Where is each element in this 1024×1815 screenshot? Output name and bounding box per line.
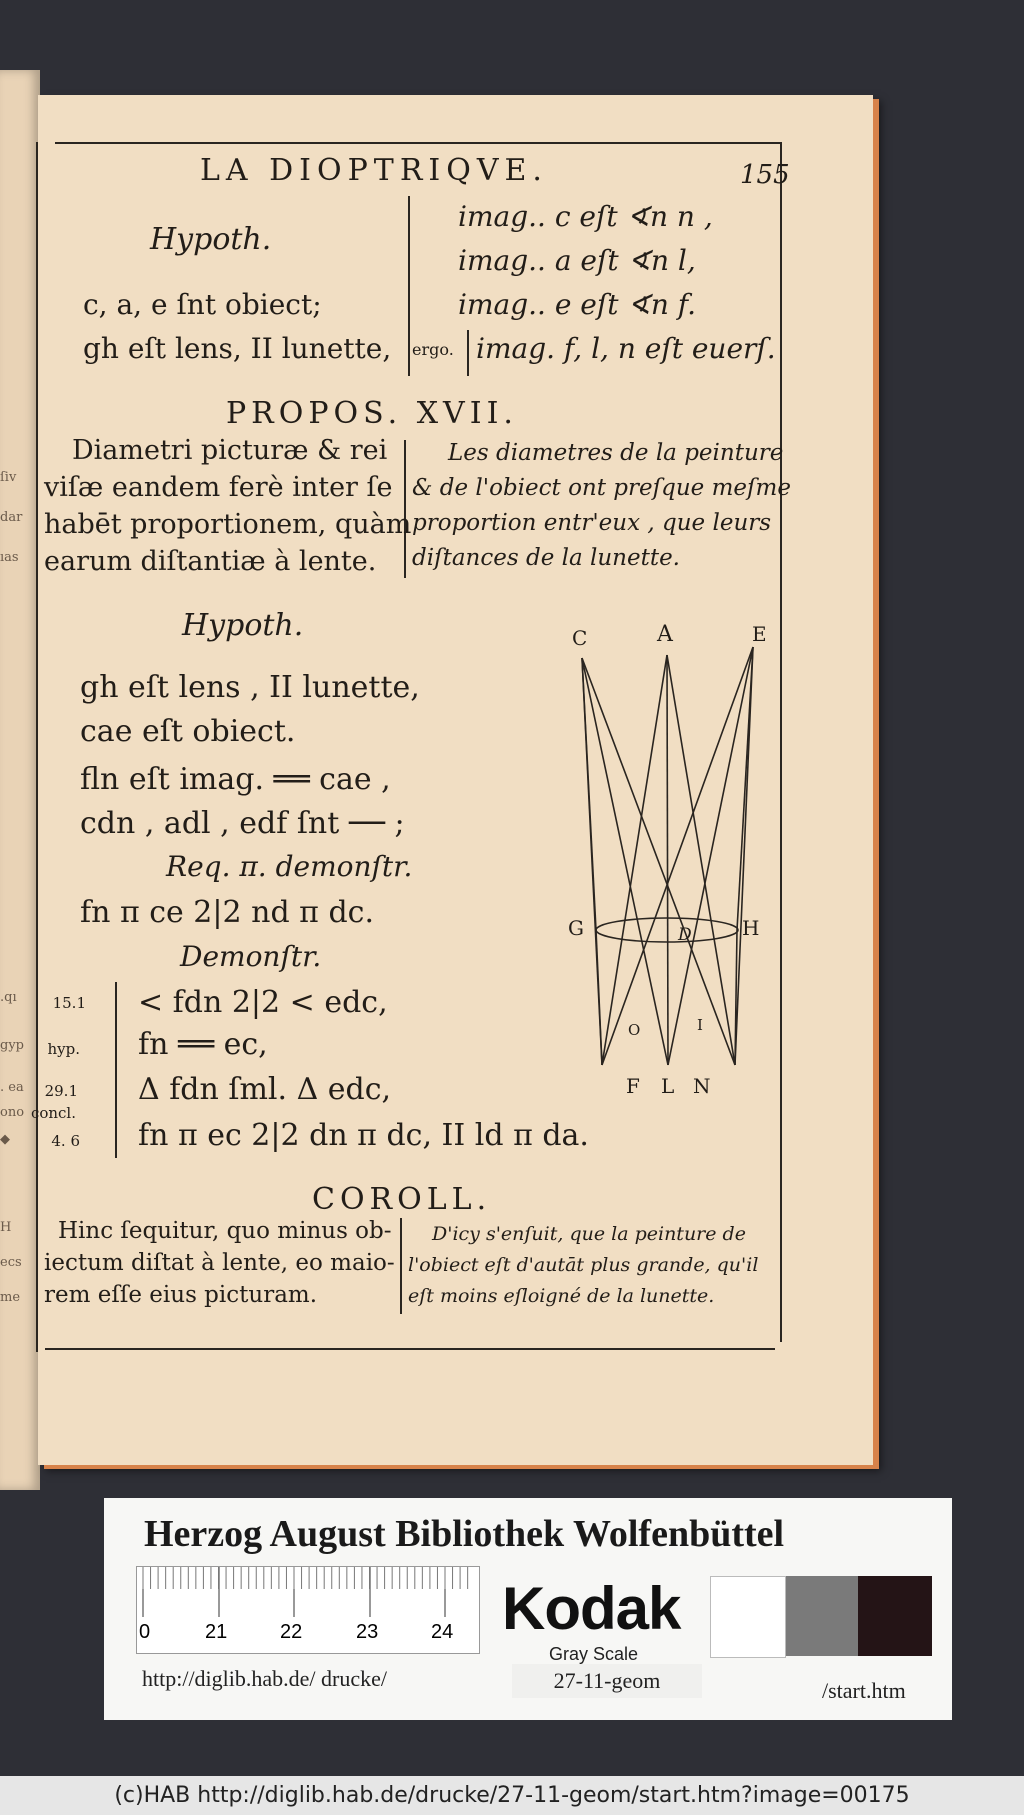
left-margin-text: me bbox=[0, 1290, 21, 1305]
proof-step: fn ══ ec, bbox=[138, 1027, 268, 1062]
french-text-line: proportion entr'eux , que leurs bbox=[412, 510, 772, 536]
left-margin-text: ıas bbox=[0, 550, 19, 565]
french-text-line: l'obiect eſt d'autāt plus grande, qu'il bbox=[408, 1254, 759, 1276]
left-margin-text: . ea bbox=[0, 1080, 24, 1095]
url-base: http://diglib.hab.de/ drucke/ bbox=[142, 1666, 388, 1691]
requirement-label: Req. π. demonſtr. bbox=[166, 850, 413, 883]
running-title: LA DIOPTRIQVE. bbox=[200, 153, 548, 188]
margin-reference: 29.1 bbox=[44, 1082, 78, 1100]
ergo-divider bbox=[467, 330, 469, 376]
column-divider bbox=[400, 1218, 402, 1314]
image-line-2: imag.. a eſt ∢n l, bbox=[458, 244, 696, 277]
figure-label: L bbox=[661, 1074, 675, 1098]
proof-step: < fdn 2|2 < edc, bbox=[138, 985, 388, 1020]
ruler-number: 21 bbox=[205, 1621, 228, 1643]
hypoth-label: Hypoth. bbox=[182, 608, 304, 643]
image-line-1: imag.. c eſt ∢n n , bbox=[458, 200, 713, 233]
page-number: 155 bbox=[740, 160, 790, 190]
library-label-card bbox=[104, 1498, 952, 1720]
demo-hyp-line: gh eſt lens , ⅠⅠ lunette, bbox=[80, 670, 420, 705]
proof-step: Δ fdn ſml. Δ edc, bbox=[138, 1072, 392, 1107]
french-text-line: D'icy s'enſuit, que la peinture de bbox=[432, 1223, 746, 1245]
figure-label: I bbox=[697, 1016, 703, 1034]
latin-text-line: habēt proportionem, quàm bbox=[44, 509, 412, 540]
bottom-rule bbox=[45, 1348, 775, 1350]
left-margin-text: gyp bbox=[0, 1038, 24, 1053]
gray-swatch-mid bbox=[786, 1576, 858, 1656]
url-id: 27-11-geom bbox=[512, 1664, 702, 1698]
latin-text-line: rem eſſe eius picturam. bbox=[44, 1282, 318, 1308]
column-divider bbox=[408, 196, 410, 376]
library-name: Herzog August Bibliothek Wolfenbüttel bbox=[144, 1513, 785, 1555]
top-rule bbox=[55, 142, 780, 144]
latin-text-line: viſæ eandem ferè inter ſe bbox=[44, 472, 393, 503]
latin-text-line: Hinc ſequitur, quo minus ob- bbox=[58, 1218, 392, 1244]
copyright-footer: (c)HAB http://diglib.hab.de/drucke/27-11-geom/start.htm?image=00175 bbox=[0, 1776, 1024, 1815]
kodak-logo: Kodak bbox=[502, 1575, 681, 1642]
french-text-line: diſtances de la lunette. bbox=[412, 545, 680, 571]
figure-label: A bbox=[657, 622, 673, 647]
left-margin-text: ono bbox=[0, 1105, 25, 1120]
margin-reference: concl. bbox=[30, 1104, 76, 1122]
right-rule bbox=[780, 142, 782, 1342]
demo-hyp-line: cdn , adl , edf ſnt ── ; bbox=[80, 806, 405, 841]
left-page-edge bbox=[0, 70, 40, 1490]
demo-hyp-line: fln eſt imag. ══ cae , bbox=[80, 762, 391, 797]
figure-label: F bbox=[626, 1074, 640, 1098]
url-suffix: /start.htm bbox=[822, 1678, 906, 1703]
ruler-number: 22 bbox=[280, 1621, 303, 1643]
requirement-line: fn π ce 2|2 nd π dc. bbox=[80, 895, 374, 930]
ruler-number: 24 bbox=[431, 1621, 454, 1643]
left-margin-text: .qı bbox=[0, 990, 17, 1005]
figure-label: N bbox=[693, 1074, 711, 1098]
ruler-number: 0 bbox=[139, 1621, 151, 1643]
proof-step: fn π ec 2|2 dn π dc, ⅠⅠ ld π da. bbox=[138, 1118, 589, 1153]
figure-label: G bbox=[568, 916, 584, 940]
image-line-3: imag.. e eſt ∢n f. bbox=[458, 288, 697, 321]
margin-reference: 4. 6 bbox=[51, 1132, 80, 1150]
margin-reference: hyp. bbox=[47, 1040, 80, 1058]
ergo-label: ergo. bbox=[412, 340, 454, 359]
proposition-heading: PROPOS. XVII. bbox=[226, 396, 518, 431]
hypoth-line-2: gh eſt lens, ⅠⅠ lunette, bbox=[83, 332, 392, 365]
corollary-heading: COROLL. bbox=[312, 1182, 492, 1217]
image-line-4: imag. f, l, n eſt euerſ. bbox=[476, 332, 776, 365]
left-margin-text: dar bbox=[0, 510, 23, 525]
figure-label: E bbox=[752, 622, 767, 646]
left-margin-text: ◆ bbox=[0, 1132, 10, 1147]
latin-text-line: Diametri picturæ & rei bbox=[72, 435, 388, 466]
figure-label: D bbox=[678, 925, 692, 945]
figure-label: C bbox=[572, 626, 588, 650]
ruler-number: 23 bbox=[356, 1621, 379, 1643]
proof-divider bbox=[115, 982, 117, 1158]
french-text-line: & de l'obiect ont preſque meſme bbox=[412, 475, 791, 501]
latin-text-line: iectum diſtat à lente, eo maio- bbox=[44, 1250, 395, 1276]
french-text-line: Les diametres de la peinture bbox=[448, 440, 784, 466]
demo-hyp-line: cae eſt obiect. bbox=[80, 714, 296, 749]
ruler-ticks bbox=[137, 1567, 479, 1653]
left-margin-text: ecs bbox=[0, 1255, 22, 1270]
scale-ruler bbox=[136, 1566, 480, 1654]
hypoth-line-1: c, a, e ſnt obiect; bbox=[83, 288, 322, 321]
lens-diagram bbox=[560, 615, 780, 1105]
figure-label: H bbox=[742, 916, 760, 940]
hypoth-label: Hypoth. bbox=[150, 222, 272, 257]
left-rule bbox=[36, 142, 38, 1352]
demonstration-label: Demonſtr. bbox=[180, 940, 322, 973]
gray-scale-label: Gray Scale bbox=[549, 1644, 639, 1664]
margin-reference: 15.1 bbox=[52, 994, 86, 1012]
left-margin-text: ſiv bbox=[0, 470, 17, 485]
french-text-line: eſt moins eſloigné de la lunette. bbox=[408, 1285, 715, 1307]
gray-swatch-black bbox=[858, 1576, 932, 1656]
gray-swatch-white bbox=[710, 1576, 786, 1658]
figure-label: O bbox=[628, 1021, 641, 1039]
latin-text-line: earum diſtantiæ à lente. bbox=[44, 546, 377, 577]
left-margin-text: H bbox=[0, 1220, 12, 1235]
